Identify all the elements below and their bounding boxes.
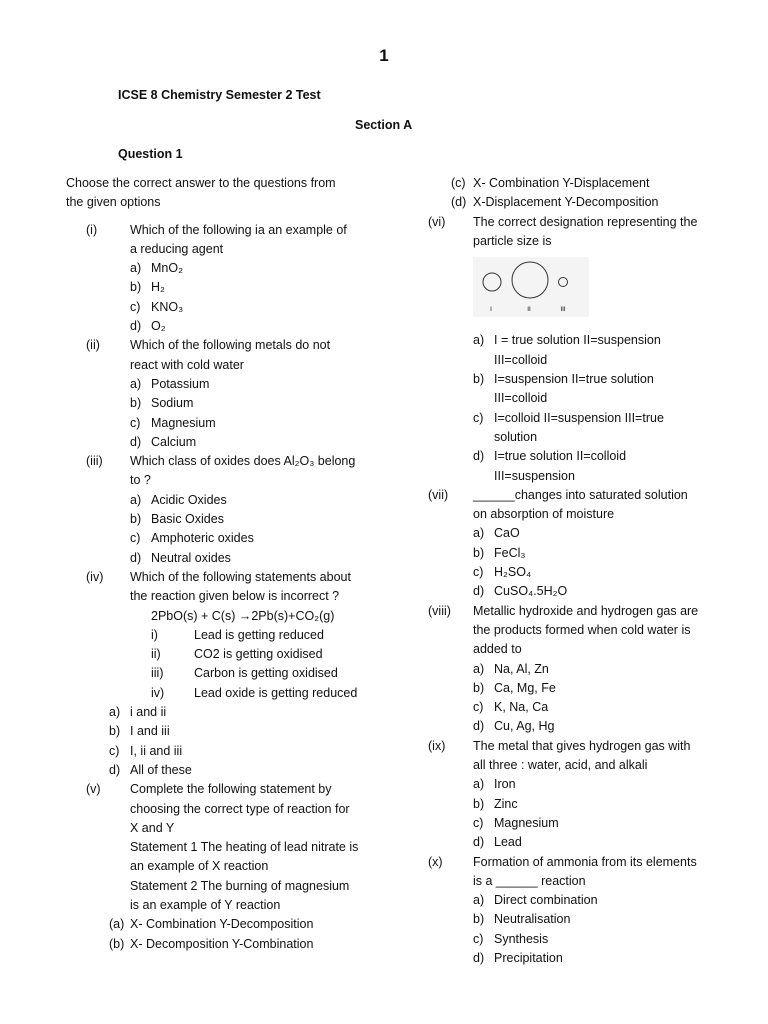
option: (a) X- Combination Y-Decomposition — [109, 917, 314, 932]
option: c) H₂SO₄ — [473, 565, 532, 580]
option: d) Neutral oxides — [130, 550, 231, 565]
option: c) Amphoteric oxides — [130, 531, 254, 546]
statement: iii) Carbon is getting oxidised — [151, 666, 338, 681]
option: b) H₂ — [130, 280, 165, 295]
option: c) K, Na, Ca — [473, 700, 549, 715]
option: c) Magnesium — [130, 415, 216, 430]
particle-size-diagram — [473, 257, 589, 317]
statement: ii) CO2 is getting oxidised — [151, 647, 323, 662]
question-number: (vi) — [428, 214, 446, 229]
option: d) Lead — [473, 835, 522, 850]
question-number: (x) — [428, 854, 443, 869]
option: c) I=colloid II=suspension III=true — [473, 410, 664, 425]
question-ix: (ix) The metal that gives hydrogen gas with all three : water, acid, and alkali a) Iron b) Zinc c) Magnesium d) Lead — [428, 737, 718, 853]
question-number: (i) — [86, 222, 98, 237]
option: c) Synthesis — [473, 931, 549, 946]
option: d) I=true solution II=colloid — [473, 449, 627, 464]
option: b) Zinc — [473, 796, 518, 811]
question-number: (v) — [86, 782, 101, 797]
question-number: (viii) — [428, 603, 451, 618]
statement: i) Lead is getting reduced — [151, 627, 324, 642]
question-iv: (iv) Which of the following statements about the reaction given below is incorrect ? 2PbO(s) + C(s) →2Pb(s)+CO₂(g) i) Lead is getting reduced ii) CO2 is getting oxidised iii) Carbon is getting oxidised iv) Lead oxide is getting reduced a) i and ii b) I and iii c) I, ii and iii d) All of these — [66, 568, 376, 780]
option: d) Precipitation — [473, 950, 563, 965]
question-number: (ix) — [428, 738, 446, 753]
option: b) Ca, Mg, Fe — [473, 680, 556, 695]
option: a) CaO — [473, 526, 520, 541]
option: (d) X-Displacement Y-Decomposition — [451, 195, 659, 210]
figure-label: III — [560, 306, 566, 314]
question-number: (iv) — [86, 569, 104, 584]
question-i: (i) Which of the following ia an example of a reducing agent a) MnO₂ b) H₂ c) KNO₃ d) O₂ — [66, 221, 376, 337]
question-number: (vii) — [428, 487, 449, 502]
question-heading: Question 1 — [118, 147, 183, 161]
statement: iv) Lead oxide is getting reduced — [151, 685, 358, 700]
option: b) Sodium — [130, 396, 194, 411]
option: d) Cu, Ag, Hg — [473, 719, 555, 734]
question-vi: (vi) The correct designation representing the particle size is I II III a) I = true solution II=suspension III=colloid b) I=suspension II=true solution III=colloid c) I=colloid II=suspension III=true solution d) I=true solution II=colloid III=suspension — [428, 213, 718, 486]
option: d) Calcium — [130, 434, 197, 449]
option: (c) X- Combination Y-Displacement — [451, 176, 650, 190]
right-column — [428, 174, 718, 968]
section-heading: Section A — [355, 118, 413, 132]
figure-label: I — [490, 306, 492, 314]
option: b) I=suspension II=true solution — [473, 372, 654, 387]
question-iii: (iii) Which class of oxides does Al₂O₃ belong to ? a) Acidic Oxides b) Basic Oxides c) Amphoteric oxides d) Neutral oxides — [66, 452, 376, 568]
option: (b) X- Decomposition Y-Combination — [109, 936, 314, 951]
option: a) Iron — [473, 777, 516, 792]
option: c) KNO₃ — [130, 299, 184, 314]
document-title: ICSE 8 Chemistry Semester 2 Test — [118, 88, 321, 102]
option: a) Direct combination — [473, 893, 598, 908]
question-number: (ii) — [86, 338, 100, 353]
option: c) Magnesium — [473, 815, 559, 830]
question-v: (v) Complete the following statement by choosing the correct type of reaction for X and Y Statement 1 The heating of lead nitrate is an example of X reaction Statement 2 The burning of magnesium is an example of Y reaction (a) X- Combination Y-Decomposition (b) X- Decomposition Y-Combination — [66, 780, 376, 954]
question-x: (x) Formation of ammonia from its elements is a ______ reaction a) Direct combination b) Neutralisation c) Synthesis d) Precipitation — [428, 853, 718, 969]
option: d) O₂ — [130, 319, 166, 334]
option: a) MnO₂ — [130, 261, 183, 276]
option: d) All of these — [109, 762, 192, 777]
option: a) Potassium — [130, 376, 210, 391]
option: a) Acidic Oxides — [130, 492, 227, 507]
question-vii: (vii) ______changes into saturated solution on absorption of moisture a) CaO b) FeCl₃ c) H₂SO₄ d) CuSO₄.5H₂O — [428, 486, 718, 602]
option: b) Basic Oxides — [130, 512, 224, 527]
option: b) I and iii — [109, 724, 170, 739]
option: c) I, ii and iii — [109, 743, 183, 758]
option: a) i and ii — [109, 705, 167, 720]
question-number: (iii) — [86, 454, 103, 469]
option: a) Na, Al, Zn — [473, 661, 549, 676]
option: b) FeCl₃ — [473, 545, 526, 560]
option: d) CuSO₄.5H₂O — [473, 584, 568, 599]
instructions: Choose the correct answer to the questions from the given options — [66, 176, 336, 210]
page-number: 1 — [379, 46, 389, 65]
left-column — [66, 174, 376, 954]
question-ii: (ii) Which of the following metals do not react with cold water a) Potassium b) Sodium c) Magnesium d) Calcium — [66, 336, 376, 452]
figure-label: II — [527, 306, 531, 314]
chemical-equation: 2PbO(s) + C(s) →2Pb(s)+CO₂(g) — [151, 608, 335, 623]
option: a) I = true solution II=suspension — [473, 333, 661, 348]
question-viii: (viii) Metallic hydroxide and hydrogen gas are the products formed when cold water is added to a) Na, Al, Zn b) Ca, Mg, Fe c) K, Na, Ca d) Cu, Ag, Hg — [428, 602, 718, 737]
option: b) Neutralisation — [473, 912, 571, 927]
